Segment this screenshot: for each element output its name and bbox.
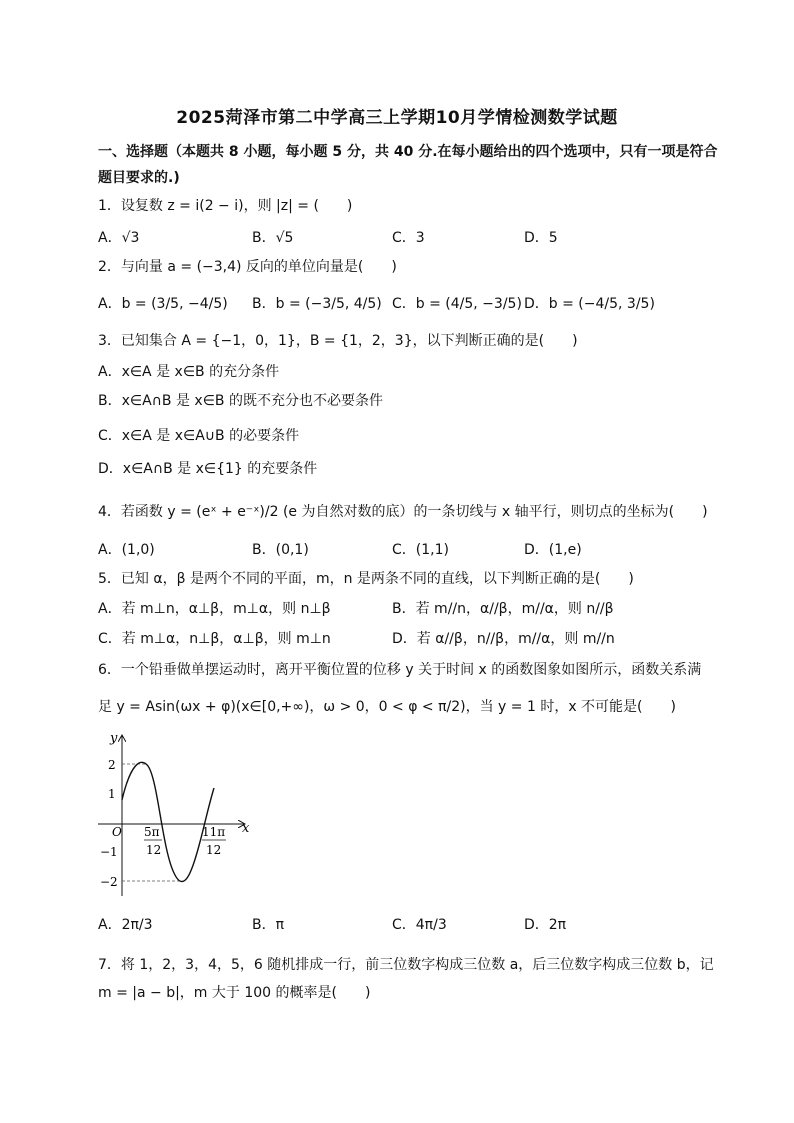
origin-label: O (112, 825, 122, 839)
question-1-option-b: B．√5 (252, 230, 294, 246)
sine-curve (122, 762, 214, 881)
question-6-option-a: A．2π/3 (98, 917, 153, 933)
question-1-stem: 1．设复数 z = i(2 − i)，则 |z| = ( ) (98, 198, 353, 214)
question-4-option-c: C．(1,1) (392, 542, 449, 558)
y-axis-label: y (110, 731, 118, 746)
question-7-stem-line1: 7．将 1，2，3，4，5，6 随机排成一行，前三位数字构成三位数 a，后三位数字构成三位数 b，记 (98, 957, 714, 973)
x-tick-5pi-num: 5π (144, 825, 160, 839)
question-4-stem: 4．若函数 y = (eˣ + e⁻ˣ)/2 (e 为自然对数的底）的一条切线与 x 轴平行，则切点的坐标为( ) (98, 504, 708, 520)
question-2-stem: 2．与向量 a = (−3,4) 反向的单位向量是( ) (98, 259, 397, 275)
x-tick-11pi-den: 12 (206, 843, 222, 857)
question-5-option-c: C．若 m⊥α，n⊥β，α⊥β，则 m⊥n (98, 631, 331, 647)
question-4-option-d: D．(1,e) (524, 542, 582, 558)
question-1-option-d: D．5 (524, 230, 558, 246)
question-3-option-b: B．x∈A∩B 是 x∈B 的既不充分也不必要条件 (98, 393, 383, 409)
question-4-option-b: B．(0,1) (252, 542, 309, 558)
question-2-option-c: C．b = (4/5, −3/5) (392, 296, 522, 312)
question-3-option-c: C．x∈A 是 x∈A∪B 的必要条件 (98, 428, 300, 444)
question-5-stem: 5．已知 α，β 是两个不同的平面，m，n 是两条不同的直线，以下判断正确的是( ) (98, 571, 634, 587)
question-5-option-d: D．若 α//β，n//β，m//α，则 m//n (392, 631, 615, 647)
question-3-stem: 3．已知集合 A = {−1，0，1}，B = {1，2，3}，以下判断正确的是( ) (98, 333, 578, 349)
pendulum-graph (96, 728, 266, 900)
page-title: 2025菏泽市第二中学高三上学期10月学情检测数学试题 (176, 108, 618, 128)
x-tick-5pi-den: 12 (146, 843, 162, 857)
question-6-option-b: B．π (252, 917, 285, 933)
y-tick-neg1: −1 (100, 845, 118, 859)
question-4-option-a: A．(1,0) (98, 542, 155, 558)
section-heading-line1: 一、选择题（本题共 8 小题，每小题 5 分，共 40 分.在每小题给出的四个选项中，只有一项是符合 (98, 144, 718, 160)
question-1-option-c: C．3 (392, 230, 425, 246)
y-tick-2: 2 (108, 758, 116, 772)
question-7-stem-line2: m = |a − b|，m 大于 100 的概率是( ) (98, 985, 371, 1001)
question-2-option-a: A．b = (3/5, −4/5) (98, 296, 228, 312)
y-tick-1: 1 (108, 787, 116, 801)
y-tick-neg2: −2 (100, 875, 118, 889)
section-heading-line2: 题目要求的.) (98, 170, 180, 186)
question-5-option-b: B．若 m//n，α//β，m//α，则 n//β (392, 601, 614, 617)
question-6-option-d: D．2π (524, 917, 567, 933)
x-tick-11pi-num: 11π (202, 825, 226, 839)
question-2-option-d: D．b = (−4/5, 3/5) (524, 296, 655, 312)
question-1-option-a: A．√3 (98, 230, 140, 246)
question-5-option-a: A．若 m⊥n，α⊥β，m⊥α，则 n⊥β (98, 601, 331, 617)
question-3-option-a: A．x∈A 是 x∈B 的充分条件 (98, 364, 280, 380)
question-6-option-c: C．4π/3 (392, 917, 447, 933)
question-6-stem-line1: 6．一个铅垂做单摆运动时，离开平衡位置的位移 y 关于时间 x 的函数图象如图所示，函数关系满 (98, 662, 702, 678)
question-3-option-d: D．x∈A∩B 是 x∈{1} 的充要条件 (98, 461, 318, 477)
x-axis-label: x (242, 821, 250, 836)
question-2-option-b: B．b = (−3/5, 4/5) (252, 296, 382, 312)
question-6-stem-line2: 足 y = Asin(ωx + φ)(x∈[0,+∞)，ω > 0，0 < φ < π/2)，当 y = 1 时，x 不可能是( ) (98, 699, 676, 715)
